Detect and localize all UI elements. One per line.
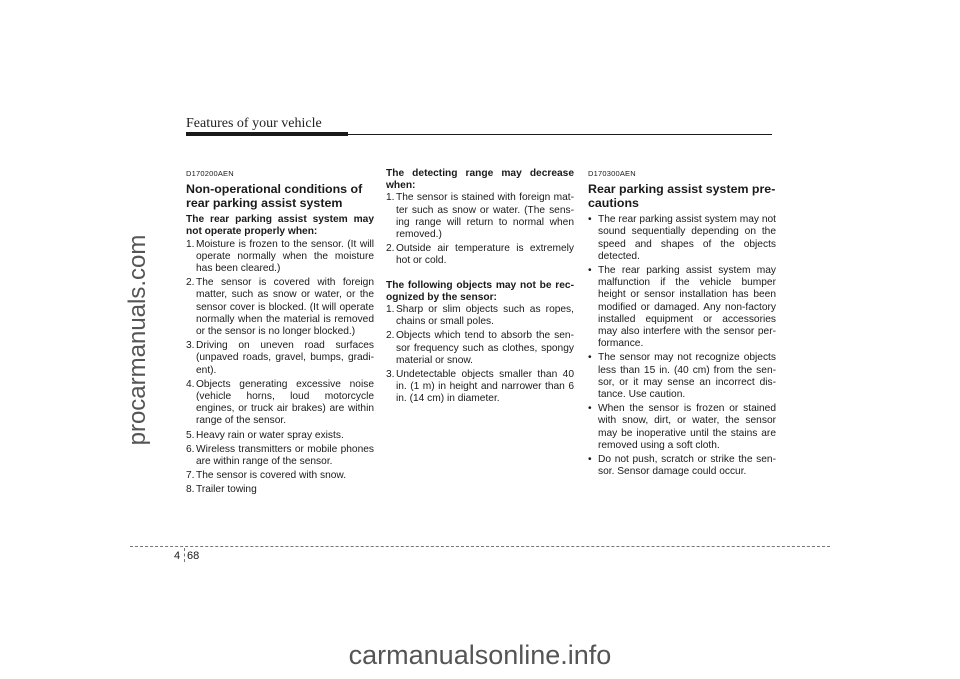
list-item: 7. The sensor is covered with snow. [186, 470, 347, 482]
header-rule-thick [186, 132, 348, 136]
list-item: 8. Trailer towing [186, 484, 257, 496]
side-watermark[interactable]: procarmanuals.com [124, 234, 151, 446]
list-item: 1. The sensor is stained with foreign mat-ter such as snow or water. (The sens-ing range will return to normal when removed.) [386, 192, 574, 241]
bullet-item: • Do not push, scratch or strike the sen-sor. Sensor damage could occur. [588, 454, 776, 478]
page-header-title: Features of your vehicle [186, 116, 322, 131]
section-code: D170300AEN [588, 169, 636, 178]
list-item: 3. Driving on uneven road surfaces (unpaved roads, gravel, bumps, gradi-ent). [186, 340, 374, 376]
chapter-number: 4 [174, 550, 181, 562]
list-item: 4. Objects generating excessive noise (vehicle horns, loud motorcycle engines, or truck air brakes) are within range of the sensor. [186, 378, 374, 427]
unrecognized-objects-subheading: The following objects may not be rec-ognized by the sensor: [386, 279, 574, 303]
bullet-item: • When the sensor is frozen or stained with snow, dirt, or water, the sensor may be inoperative until the stains are removed using a soft cloth. [588, 403, 776, 451]
section-subheading: The rear parking assist system may not operate properly when: [186, 214, 374, 238]
condition-list [186, 239, 374, 497]
page-number: 68 [187, 550, 200, 562]
column-detecting-range [386, 168, 574, 408]
bottom-watermark[interactable]: carmanualsonline.info [348, 640, 612, 670]
bullet-item: • The rear parking assist system may not sound sequentially depending on the speed and shapes of the objects detected. [588, 214, 776, 262]
footer-divider [184, 548, 185, 562]
precaution-list [588, 214, 776, 478]
list-item: 2. Outside air temperature is extremely hot or cold. [386, 243, 574, 267]
list-item: 1. Sharp or slim objects such as ropes, chains or small poles. [386, 304, 574, 328]
list-item: 5. Heavy rain or water spray exists. [186, 429, 344, 441]
footer-dashed-rule [130, 546, 830, 547]
list-item: 3. Undetectable objects smaller than 40 in. (1 m) in height and narrower than 6 in. (14 cm) in diameter. [386, 369, 574, 405]
list-item: 2. Objects which tend to absorb the sen-sor frequency such as clothes, spongy material or snow. [386, 330, 574, 366]
section-heading: Rear parking assist system pre-cautions [588, 182, 776, 210]
detecting-range-subheading: The detecting range may decrease when: [386, 168, 574, 192]
column-precautions [588, 168, 776, 480]
column-non-operational [186, 168, 374, 499]
header-rule-thin [348, 134, 772, 135]
section-heading: Non-operational conditions of rear parking assist system [186, 182, 363, 210]
unrecognized-objects-list [386, 304, 574, 406]
list-item: 6. Wireless transmitters or mobile phones are within range of the sensor. [186, 443, 374, 468]
list-item: 2. The sensor is covered with foreign matter, such as snow or water, or the sensor cover is blocked. (It will operate normally when the material is removed or the sensor is no longer blocked.) [186, 277, 374, 338]
list-item: 1. Moisture is frozen to the sensor. (It will operate normally when the moisture has been cleared.) [186, 238, 374, 275]
bullet-item: • The sensor may not recognize objects less than 15 in. (40 cm) from the sen-sor, or it may sense an incorrect dis-tance. Use caution. [588, 352, 776, 401]
section-code: D170200AEN [186, 169, 234, 178]
bullet-item: • The rear parking assist system may malfunction if the vehicle bumper height or sensor installation has been modified or damaged. Any non-factory installed equipment or accessories may also interfere with the sensor per-formance. [588, 265, 776, 350]
detecting-range-list [386, 192, 574, 267]
